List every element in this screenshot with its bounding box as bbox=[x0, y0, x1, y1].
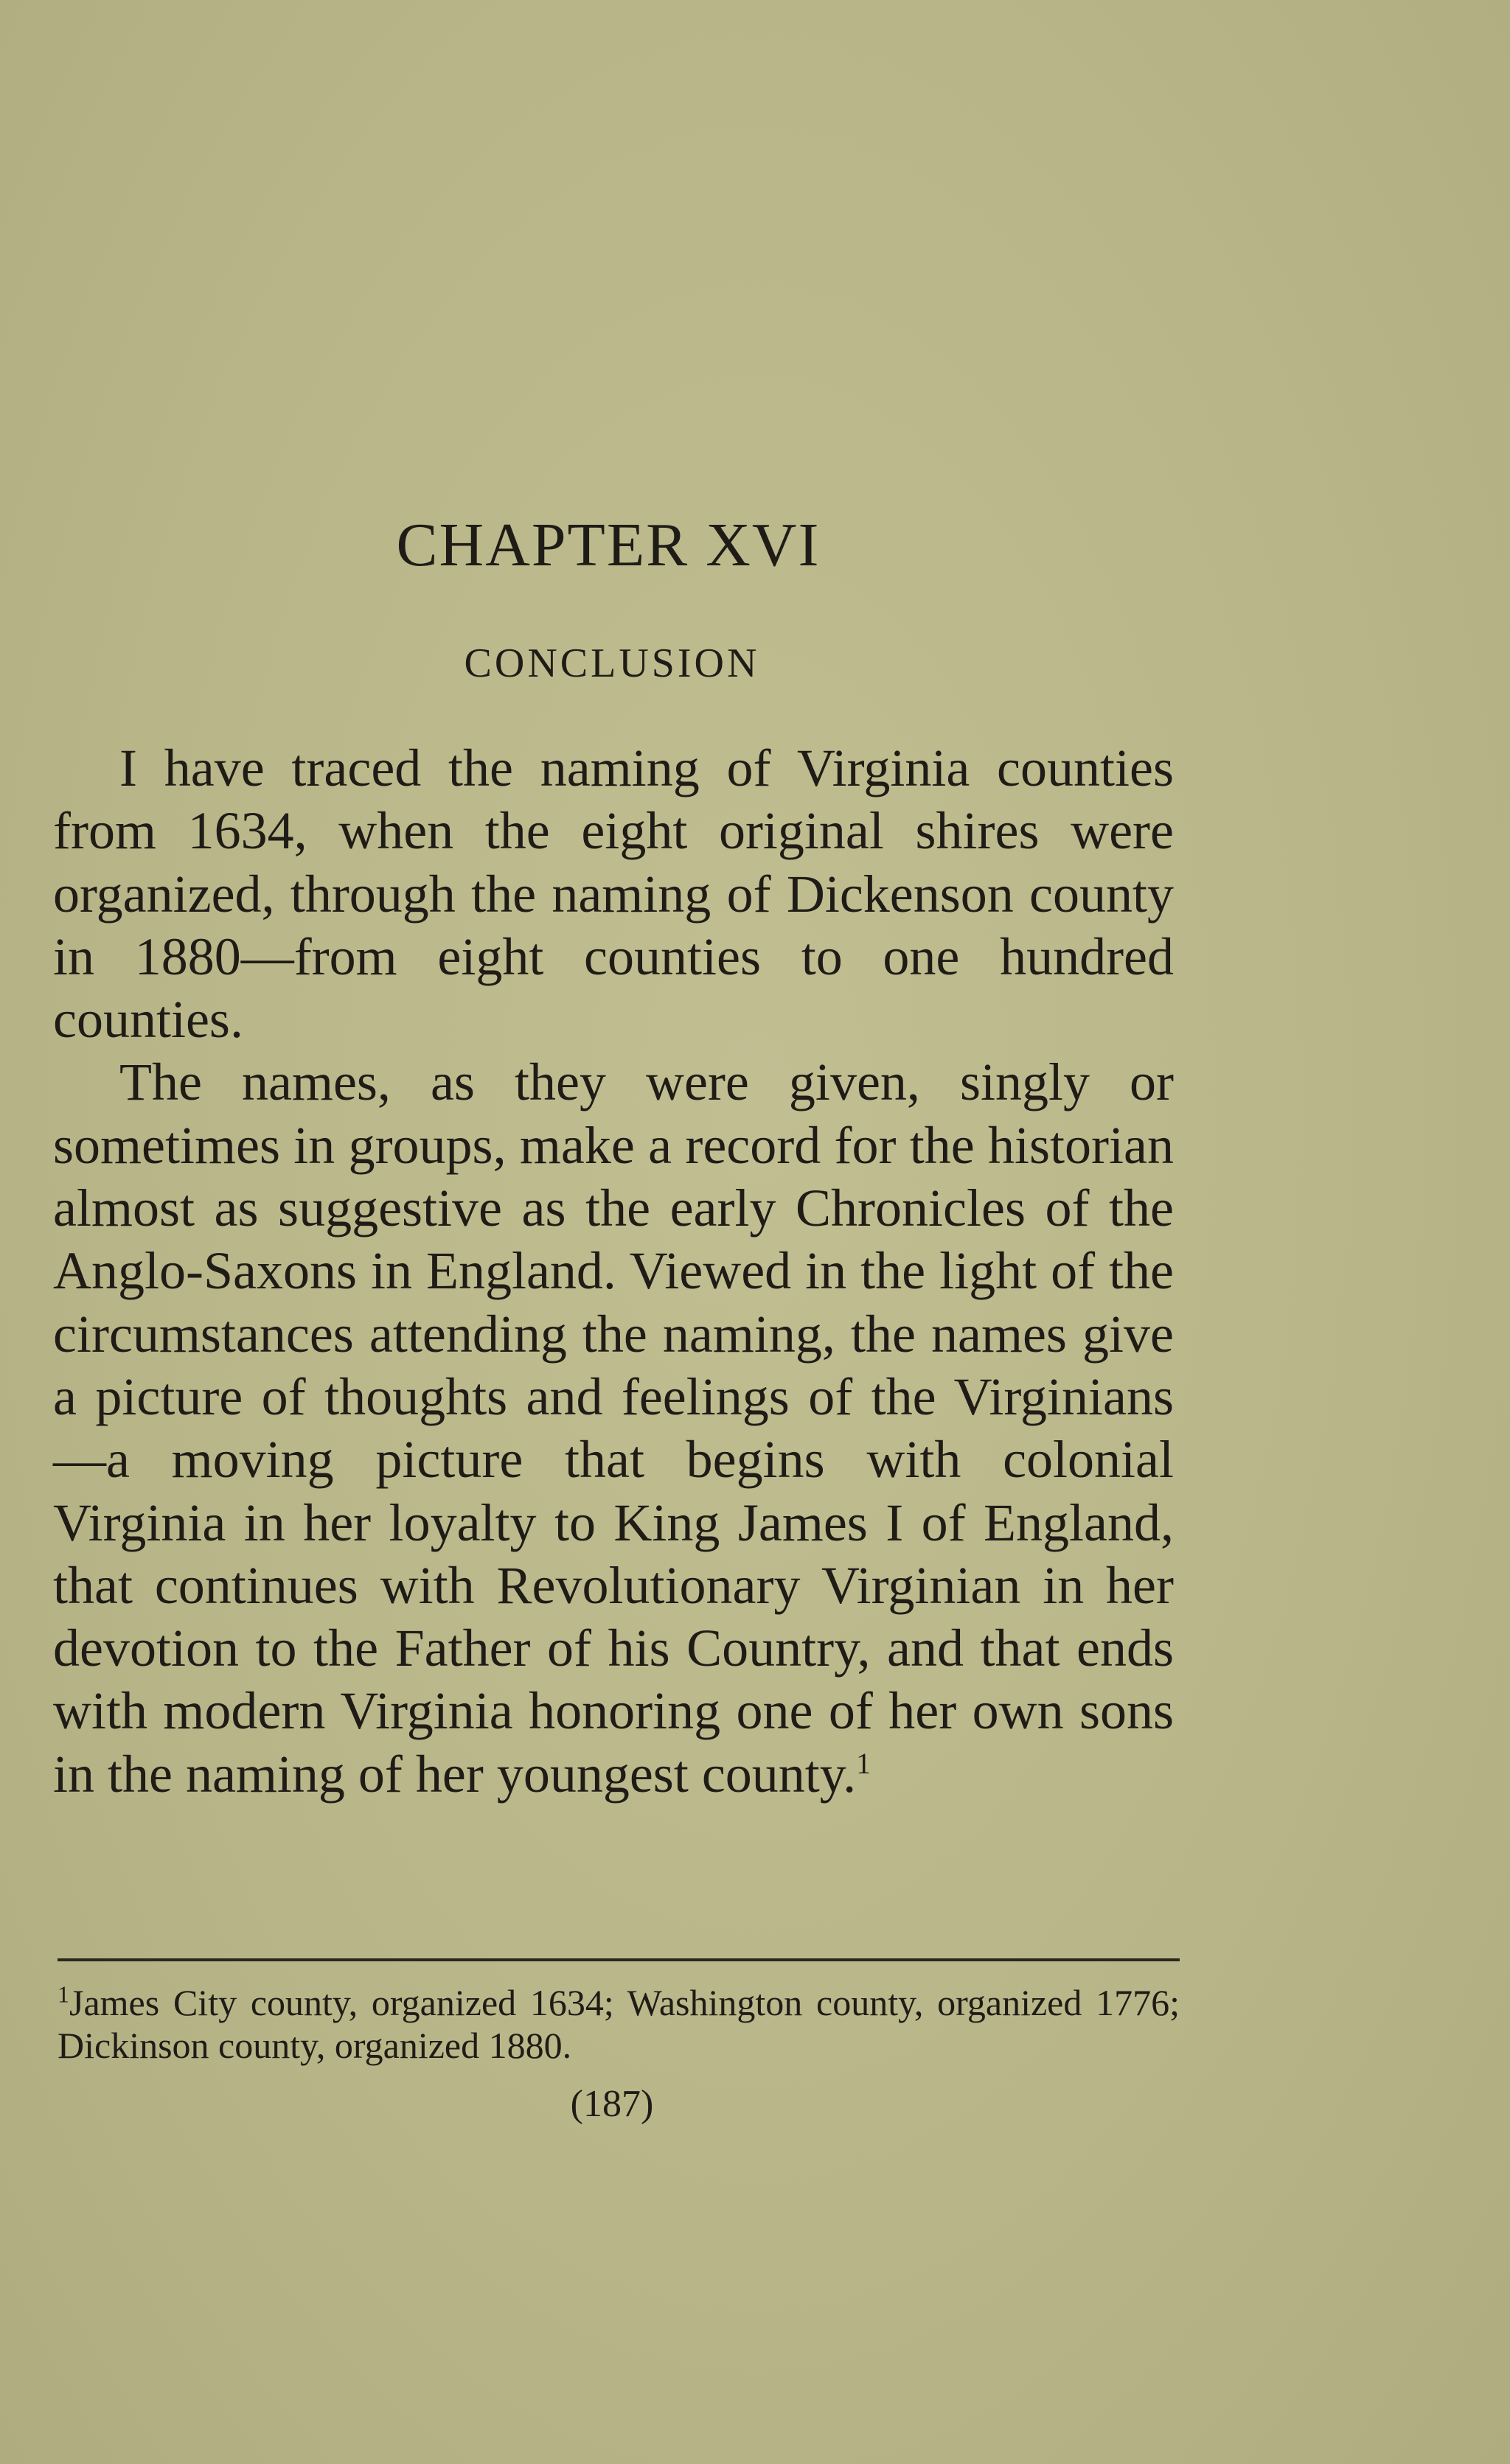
footnote-divider bbox=[58, 1958, 1180, 1961]
footnote-text: James City county, organized 1634; Washington county, organized 1776; Dickinson county, organized 1880. bbox=[58, 1982, 1180, 2066]
page-number: (187) bbox=[570, 2083, 654, 2125]
paragraph-text: I have traced the naming of Virginia counties from 1634, when the eight original shires were organized, through the naming of Dickenson county in 1880—from eight counties to one hundred counties. bbox=[53, 739, 1174, 1050]
footnote-reference: 1 bbox=[856, 1746, 871, 1780]
body-text bbox=[53, 737, 1174, 1806]
paragraph bbox=[53, 1051, 1174, 1806]
footnote bbox=[58, 1981, 1180, 2067]
section-heading: CONCLUSION bbox=[464, 641, 760, 686]
paragraph bbox=[53, 737, 1174, 1051]
chapter-heading: CHAPTER XVI bbox=[396, 511, 821, 579]
paragraph-text: The names, as they were given, singly or sometimes in groups, make a record for the historian almost as suggestive as the early Chronicles of the Anglo-Saxons in England. Viewed in the light of the circumstances attending the naming, the names give a picture of thoughts and feelings of the Virginians—a moving picture that begins with colonial Virginia in her loyalty to King James I of England, that continues with Revolutionary Virginian in her devotion to the Father of his Country, and that ends with modern Virginia honoring one of her own sons in the naming of her youngest county. bbox=[53, 1053, 1174, 1804]
footnote-marker: 1 bbox=[58, 1980, 69, 2008]
